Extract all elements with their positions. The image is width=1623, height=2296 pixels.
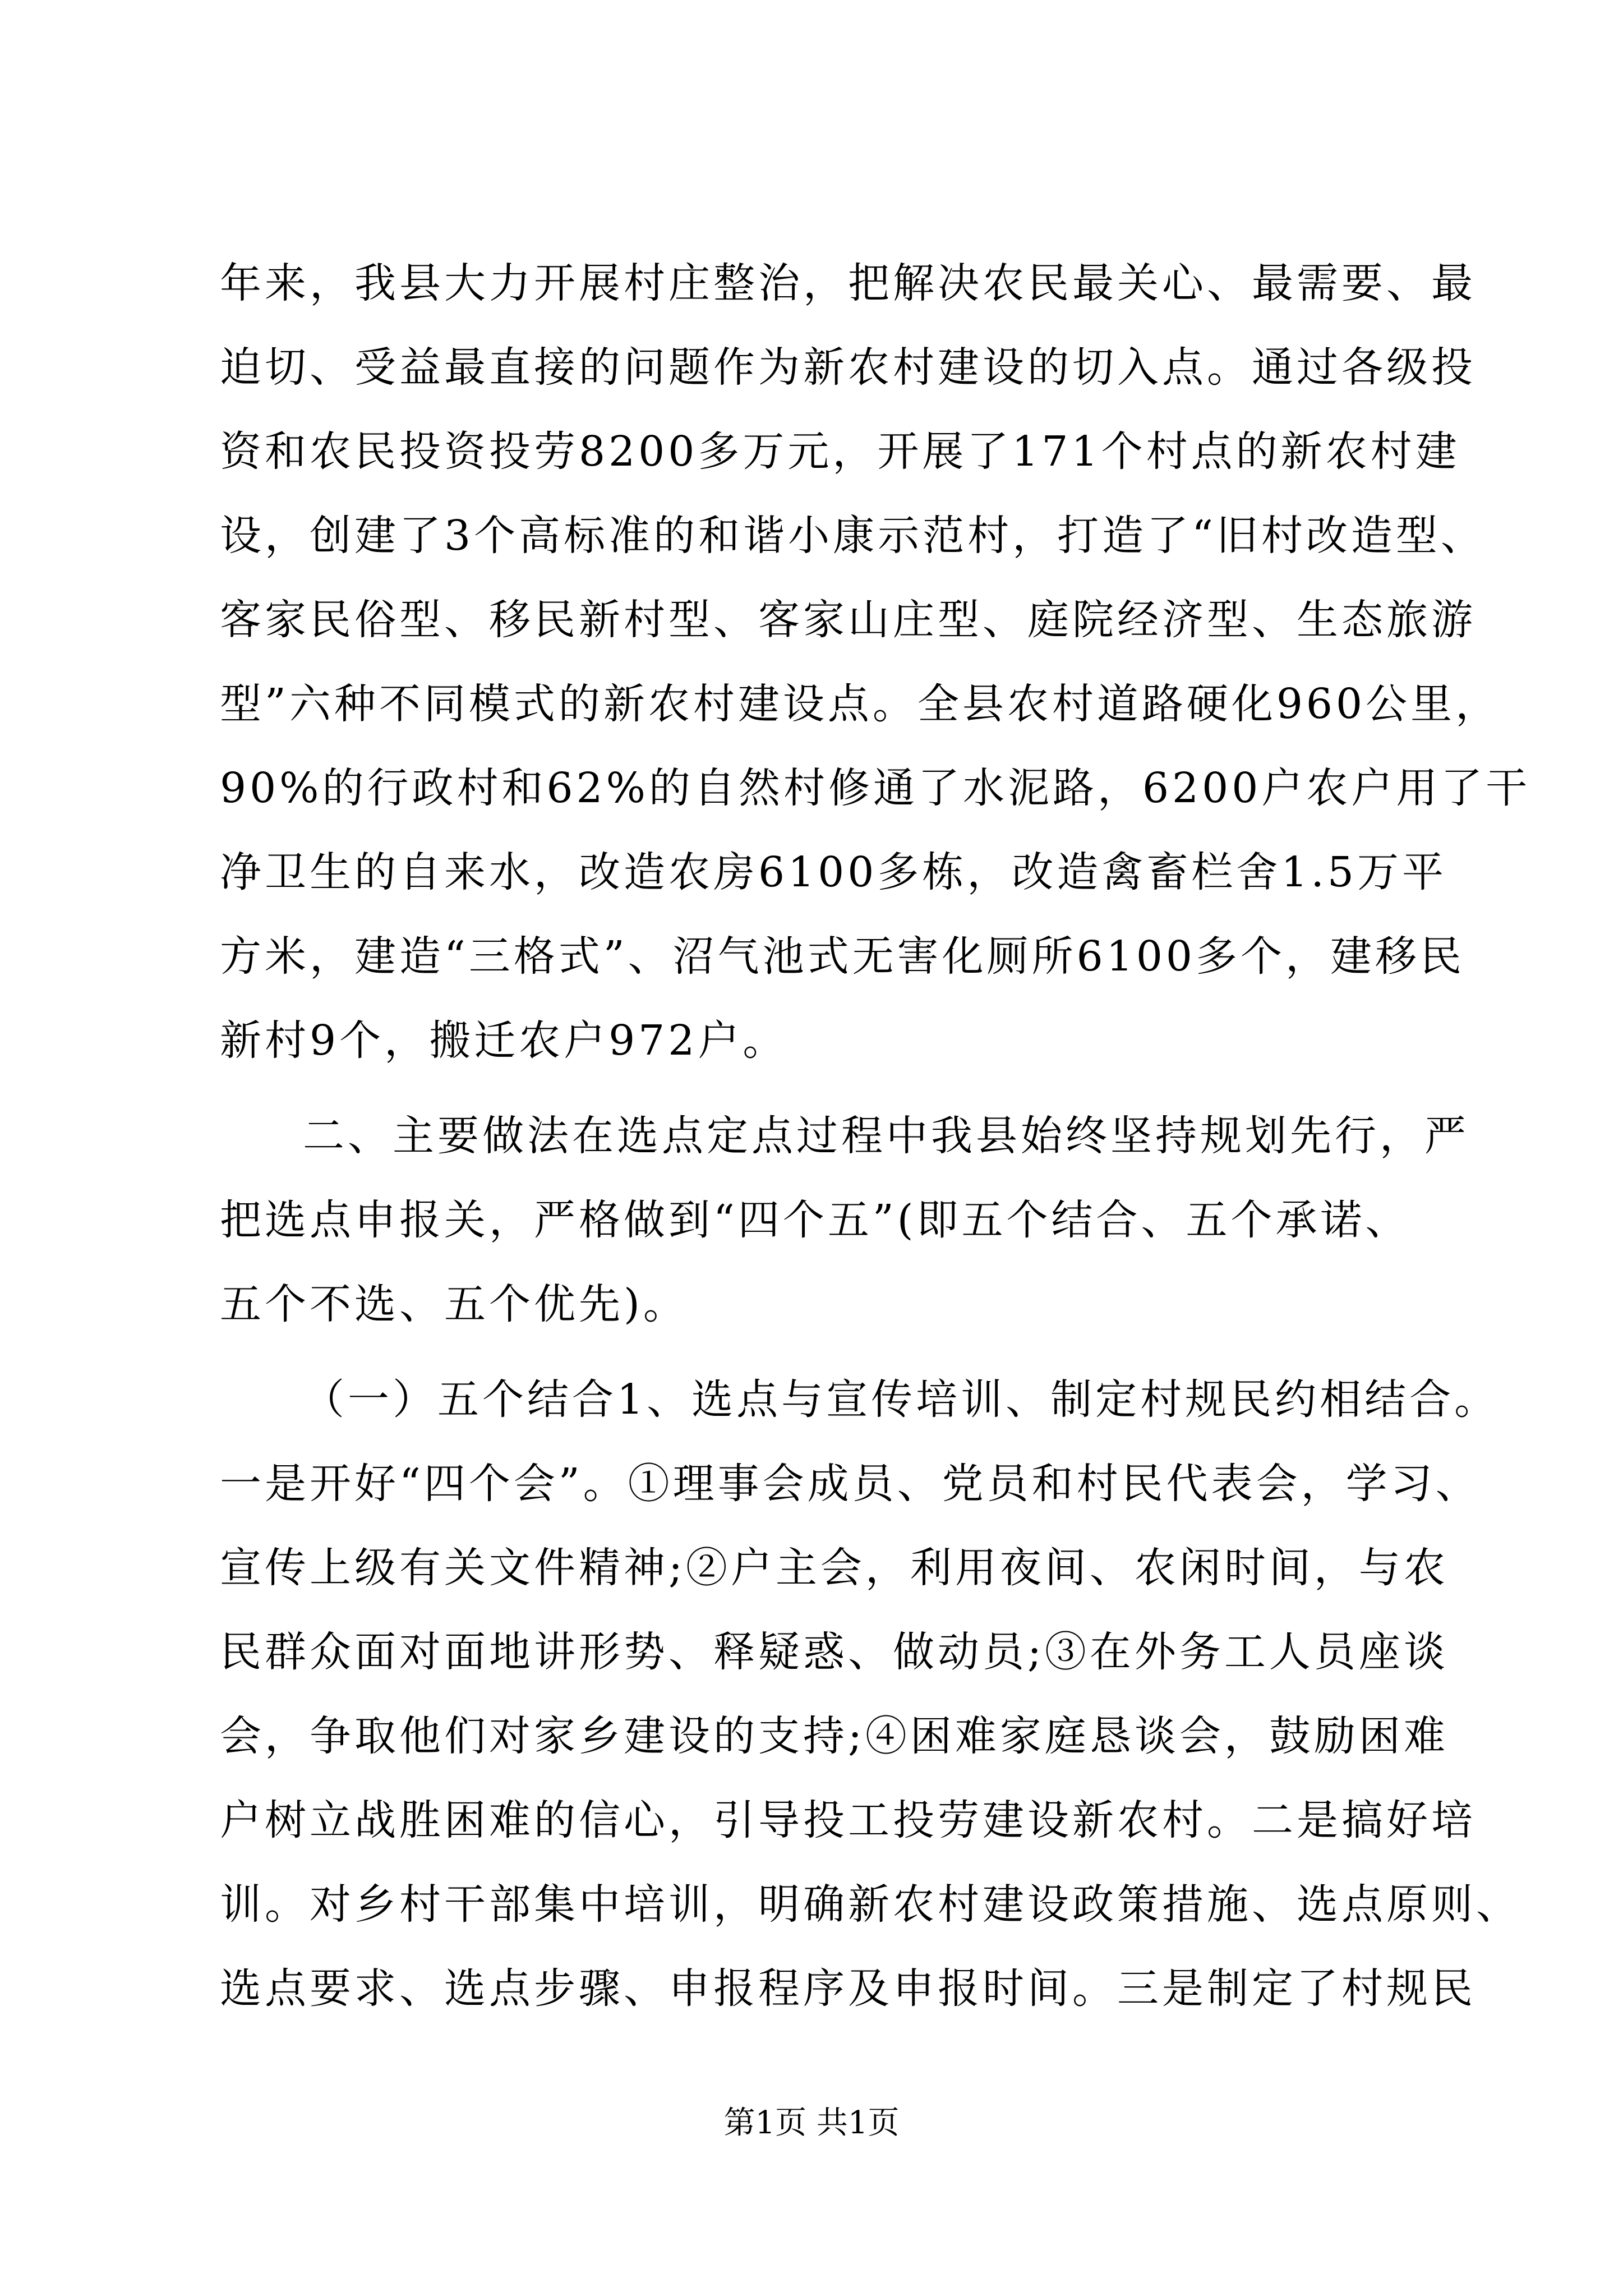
page-footer: 第1页 共1页 (723, 2105, 900, 2141)
text-line: 净卫生的自来水，改造农房6100多栋，改造禽畜栏舍1.5万平 (220, 848, 1447, 896)
text-line: 户树立战胜困难的信心，引导投工投劳建设新农村。二是搞好培 (220, 1796, 1476, 1844)
text-line: 选点要求、选点步骤、申报程序及申报时间。三是制定了村规民 (220, 1964, 1476, 2013)
text-line: 新村9个，搬迁农户972户。 (220, 1016, 788, 1065)
text-line: 把选点申报关，严格做到“四个五”(即五个结合、五个承诺、 (220, 1196, 1410, 1244)
text-line: 民群众面对面地讲形势、释疑惑、做动员;③在外务工人员座谈 (220, 1628, 1449, 1676)
text-line: 迫切、受益最直接的问题作为新农村建设的切入点。通过各级投 (220, 343, 1476, 392)
text-line: 宣传上级有关文件精神;②户主会，利用夜间、农闲时间，与农 (220, 1544, 1449, 1592)
text-line: 一是开好“四个会”。①理事会成员、党员和村民代表会，学习、 (220, 1460, 1481, 1508)
text-line: 90%的行政村和62%的自然村修通了水泥路，6200户农户用了干 (220, 764, 1531, 812)
text-line: （一）五个结合1、选点与宣传培训、制定村规民约相结合。 (303, 1375, 1500, 1424)
text-line: 五个不选、五个优先)。 (220, 1280, 688, 1328)
text-line: 二、主要做法在选点定点过程中我县始终坚持规划先行，严 (303, 1112, 1469, 1160)
text-line: 客家民俗型、移民新村型、客家山庄型、庭院经济型、生态旅游 (220, 596, 1476, 644)
text-line: 年来，我县大力开展村庄整治，把解决农民最关心、最需要、最 (220, 259, 1476, 307)
text-line: 资和农民投资投劳8200多万元，开展了171个村点的新农村建 (220, 427, 1460, 476)
text-line: 训。对乡村干部集中培训，明确新农村建设政策措施、选点原则、 (220, 1880, 1521, 1929)
text-line: 方米，建造“三格式”、沼气池式无害化厕所6100多个，建移民 (220, 932, 1465, 981)
text-line: 设，创建了3个高标准的和谐小康示范村，打造了“旧村改造型、 (220, 512, 1486, 560)
text-line: 型”六种不同模式的新农村建设点。全县农村道路硬化960公里， (220, 680, 1501, 728)
text-line: 会，争取他们对家乡建设的支持;④困难家庭恳谈会，鼓励困难 (220, 1712, 1449, 1760)
